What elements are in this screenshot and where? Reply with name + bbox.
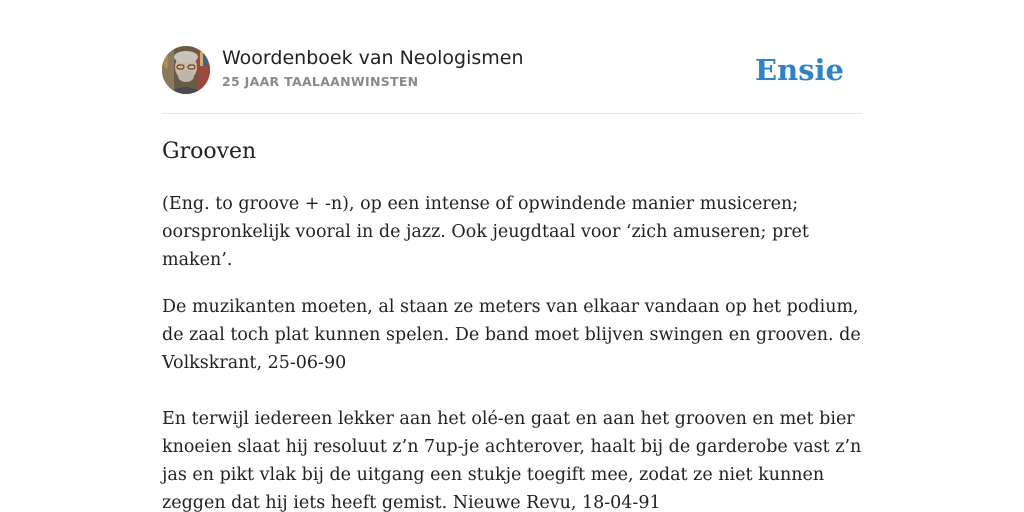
site-subtitle: 25 JAAR TAALAANWINSTEN xyxy=(222,74,419,89)
ensie-logo-link[interactable]: Ensie xyxy=(755,53,844,87)
entry-definition: (Eng. to groove + -n), op een intense of opwindende manier musiceren; oorspronkelijk vooral in de jazz. Ook jeugdtaal voor ‘zich amuseren; pret maken’. xyxy=(162,194,809,270)
entry-title: Grooven xyxy=(162,139,257,164)
header xyxy=(162,46,862,96)
site-title[interactable]: Woordenboek van Neologismen xyxy=(222,47,524,69)
entry-quote: En terwijl iedereen lekker aan het olé-en gaat en aan het grooven en met bier knoeien slaat hij resoluut z’n 7up-je achterover, haalt bij de garderobe vast z’n jas en pikt vlak bij de uitgang een stukje toegift mee, zodat ze niet kunnen zeggen dat hij iets heeft gemist. Nieuwe Revu, 18-04-91 xyxy=(162,409,862,512)
author-portrait-icon xyxy=(162,46,210,94)
header-divider xyxy=(162,113,862,114)
author-avatar[interactable] xyxy=(162,46,210,94)
entry-content xyxy=(162,136,868,512)
entry-quote: De muzikanten moeten, al staan ze meters van elkaar vandaan op het podium, de zaal toch plat kunnen spelen. De band moet blijven swingen en grooven. de Volkskrant, 25-06-90 xyxy=(162,297,861,373)
